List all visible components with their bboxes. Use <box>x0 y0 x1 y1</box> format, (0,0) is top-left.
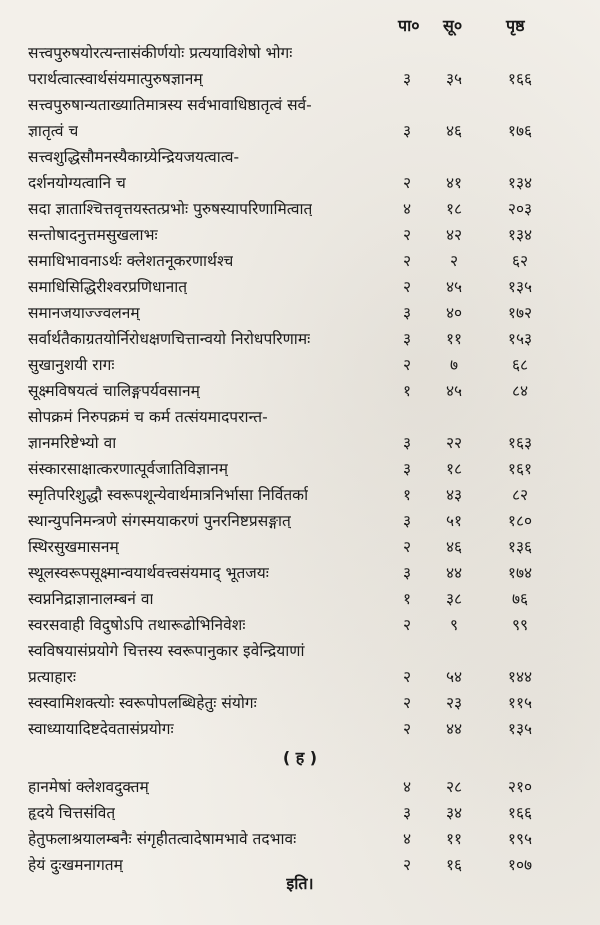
page-number: १७२ <box>507 304 533 322</box>
index-entry-row <box>0 404 600 430</box>
sutra-text: दर्शनयोग्यत्वानि च <box>28 174 126 192</box>
page-number: ८२ <box>511 486 529 504</box>
index-entry-row <box>0 560 600 586</box>
sutra-text: हेयं दुःखमनागतम् <box>28 856 123 874</box>
page-number: ८४ <box>511 382 529 400</box>
page-number: ९९ <box>511 616 529 634</box>
index-entry-row <box>0 508 600 534</box>
index-entry-row <box>0 774 600 800</box>
index-entry-row <box>0 248 600 274</box>
sutra-number: ४४ <box>445 564 463 582</box>
index-entry-row <box>0 66 600 92</box>
index-entry-row <box>0 716 600 742</box>
page-number: २०३ <box>507 200 533 218</box>
page-number: १६३ <box>507 434 533 452</box>
index-entry-row <box>0 690 600 716</box>
sutra-number: ३४ <box>445 804 463 822</box>
sutra-number: ४० <box>445 304 463 322</box>
index-entry-row <box>0 40 600 66</box>
sutra-text: समाधिसिद्धिरीश्वरप्रणिधानात् <box>28 278 188 296</box>
sutra-number: १८ <box>445 460 463 478</box>
sutra-number: ४५ <box>445 278 463 296</box>
index-entry-row <box>0 800 600 826</box>
sutra-text: संस्कारसाक्षात्करणात्पूर्वजातिविज्ञानम् <box>28 460 228 478</box>
sutra-number: २ <box>449 252 459 270</box>
page-number: १७४ <box>507 564 533 582</box>
page-column-header: पृष्ठ <box>506 16 525 35</box>
sutra-number: ११ <box>445 330 463 348</box>
pada-number: २ <box>402 174 412 192</box>
sutra-text: प्रत्याहारः <box>28 668 77 686</box>
pada-number: १ <box>402 486 412 504</box>
pada-number: ३ <box>402 304 412 322</box>
sutra-number: ७ <box>449 356 459 374</box>
index-entry-row <box>0 612 600 638</box>
page-number: १३४ <box>507 174 533 192</box>
index-entry-row <box>0 482 600 508</box>
pada-number: ३ <box>402 122 412 140</box>
pada-number: ३ <box>402 804 412 822</box>
sutra-text: सर्वार्थतैकाग्रतयोर्निरोधक्षणचित्तान्वयो निरोधपरिणामः <box>28 330 311 348</box>
sutra-text: स्वस्वामिशक्त्योः स्वरूपोपलब्धिहेतुः संयोगः <box>28 694 257 712</box>
sutra-column-header: सू० <box>443 16 463 35</box>
section-heading: ( ह ) <box>282 748 318 767</box>
sutra-number: ४१ <box>445 174 463 192</box>
sutra-index-list <box>0 40 600 878</box>
sutra-text: सुखानुशयी रागः <box>28 356 115 374</box>
index-entry-row <box>0 638 600 664</box>
sutra-number: ४६ <box>445 538 463 556</box>
sutra-text: हृदये चित्तसंवित् <box>28 804 116 822</box>
pada-number: ४ <box>402 200 412 218</box>
sutra-text: सत्त्वपुरुषान्यताख्यातिमात्रस्य सर्वभावाधिष्ठातृत्वं सर्व- <box>28 96 312 114</box>
index-entry-row <box>0 326 600 352</box>
pada-number: २ <box>402 226 412 244</box>
pada-number: ३ <box>402 434 412 452</box>
sutra-number: ३८ <box>445 590 463 608</box>
sutra-text: समानजयाज्ज्वलनम् <box>28 304 140 322</box>
index-entry-row <box>0 664 600 690</box>
sutra-text: समाधिभावनाऽर्थः क्लेशतनूकरणार्थश्च <box>28 252 234 270</box>
sutra-number: २८ <box>445 778 463 796</box>
sutra-text: स्वविषयासंप्रयोगे चित्तस्य स्वरूपानुकार इवेन्द्रियाणां <box>28 642 305 660</box>
pada-number: २ <box>402 856 412 874</box>
end-marker: इति। <box>286 874 314 893</box>
page-number: १०७ <box>507 856 533 874</box>
pada-number: ४ <box>402 830 412 848</box>
index-entry-row <box>0 456 600 482</box>
pada-number: ४ <box>402 778 412 796</box>
sutra-text: सूक्ष्मविषयत्वं चालिङ्गपर्यवसानम् <box>28 382 200 400</box>
pada-number: १ <box>402 382 412 400</box>
page-number: १३५ <box>507 278 533 296</box>
sutra-number: ४६ <box>445 122 463 140</box>
pada-number: ३ <box>402 460 412 478</box>
sutra-text: स्वरसवाही विदुषोऽपि तथारूढोभिनिवेशः <box>28 616 246 634</box>
page-number: १९५ <box>507 830 533 848</box>
sutra-number: १८ <box>445 200 463 218</box>
sutra-text: सन्तोषादनुत्तमसुखलाभः <box>28 226 158 244</box>
pada-number: १ <box>402 590 412 608</box>
page-number: १७६ <box>507 122 533 140</box>
page-number: १६६ <box>507 70 533 88</box>
index-entry-row <box>0 196 600 222</box>
pada-number: ३ <box>402 330 412 348</box>
sutra-text: स्थिरसुखमासनम् <box>28 538 119 556</box>
pada-number: २ <box>402 356 412 374</box>
page-number: ११५ <box>507 694 533 712</box>
page-number: १३५ <box>507 720 533 738</box>
sutra-text: स्थूलस्वरूपसूक्ष्मान्वयार्थवत्त्वसंयमाद् भूतजयः <box>28 564 269 582</box>
sutra-number: ३५ <box>445 70 463 88</box>
page-number: २१० <box>507 778 533 796</box>
pada-number: २ <box>402 668 412 686</box>
page-number: १३४ <box>507 226 533 244</box>
pada-column-header: पा० <box>398 16 420 35</box>
sutra-text: परार्थत्वात्स्वार्थसंयमात्पुरुषज्ञानम् <box>28 70 203 88</box>
page-number: ६८ <box>511 356 529 374</box>
pada-number: २ <box>402 278 412 296</box>
sutra-number: ४२ <box>445 226 463 244</box>
sutra-number: ५१ <box>445 512 463 530</box>
sutra-number: ५४ <box>445 668 463 686</box>
sutra-number: ९ <box>449 616 459 634</box>
pada-number: ३ <box>402 564 412 582</box>
pada-number: २ <box>402 720 412 738</box>
index-entry-row <box>0 300 600 326</box>
column-header-row <box>0 14 600 40</box>
sutra-text: स्थान्युपनिमन्त्रणे संगस्मयाकरणं पुनरनिष्टप्रसङ्गात् <box>28 512 291 530</box>
sutra-text: ज्ञानमरिष्टेभ्यो वा <box>28 434 117 452</box>
index-entry-row <box>0 222 600 248</box>
sutra-number: ४४ <box>445 720 463 738</box>
index-entry-row <box>0 586 600 612</box>
page-number: १६६ <box>507 804 533 822</box>
sutra-number: ११ <box>445 830 463 848</box>
pada-number: ३ <box>402 512 412 530</box>
sutra-number: २२ <box>445 434 463 452</box>
page-number: १६१ <box>507 460 533 478</box>
index-entry-row <box>0 352 600 378</box>
pada-number: २ <box>402 694 412 712</box>
sutra-text: हेतुफलाश्रयालम्बनैः संगृहीतत्वादेषामभावे तदभावः <box>28 830 297 848</box>
page-number: १३६ <box>507 538 533 556</box>
sutra-text: सदा ज्ञाताश्चित्तवृत्तयस्तत्प्रभोः पुरुषस्यापरिणामित्वात् <box>28 200 313 218</box>
sutra-text: ज्ञातृत्वं च <box>28 122 79 140</box>
index-entry-row <box>0 274 600 300</box>
sutra-text: सत्त्वशुद्धिसौमनस्यैकाग्र्येन्द्रियजयत्वात्व- <box>28 148 240 166</box>
sutra-text: सोपक्रमं निरुपक्रमं च कर्म तत्संयमादपरान्त- <box>28 408 268 426</box>
index-entry-row <box>0 144 600 170</box>
page-number: १८० <box>507 512 533 530</box>
pada-number: २ <box>402 616 412 634</box>
index-entry-row <box>0 92 600 118</box>
index-entry-row <box>0 118 600 144</box>
index-entry-row <box>0 534 600 560</box>
sutra-text: स्वप्ननिद्राज्ञानालम्बनं वा <box>28 590 154 608</box>
sutra-number: ४५ <box>445 382 463 400</box>
page-number: १४४ <box>507 668 533 686</box>
page-number: १५३ <box>507 330 533 348</box>
sutra-number: ४३ <box>445 486 463 504</box>
sutra-text: सत्त्वपुरुषयोरत्यन्तासंकीर्णयोः प्रत्ययाविशेषो भोगः <box>28 44 293 62</box>
pada-number: २ <box>402 252 412 270</box>
sutra-text: स्वाध्यायादिष्टदेवतासंप्रयोगः <box>28 720 174 738</box>
index-entry-row <box>0 430 600 456</box>
page-number: ७६ <box>511 590 529 608</box>
section-heading-row <box>0 742 600 774</box>
sutra-number: २३ <box>445 694 463 712</box>
sutra-text: स्मृतिपरिशुद्धौ स्वरूपशून्येवार्थमात्रनिर्भासा निर्वितर्का <box>28 486 309 504</box>
sutra-text: हानमेषां क्लेशवदुक्तम् <box>28 778 149 796</box>
index-entry-row <box>0 170 600 196</box>
sutra-number: १६ <box>445 856 463 874</box>
index-entry-row <box>0 378 600 404</box>
pada-number: ३ <box>402 70 412 88</box>
pada-number: २ <box>402 538 412 556</box>
page-number: ६२ <box>511 252 529 270</box>
index-entry-row <box>0 826 600 852</box>
